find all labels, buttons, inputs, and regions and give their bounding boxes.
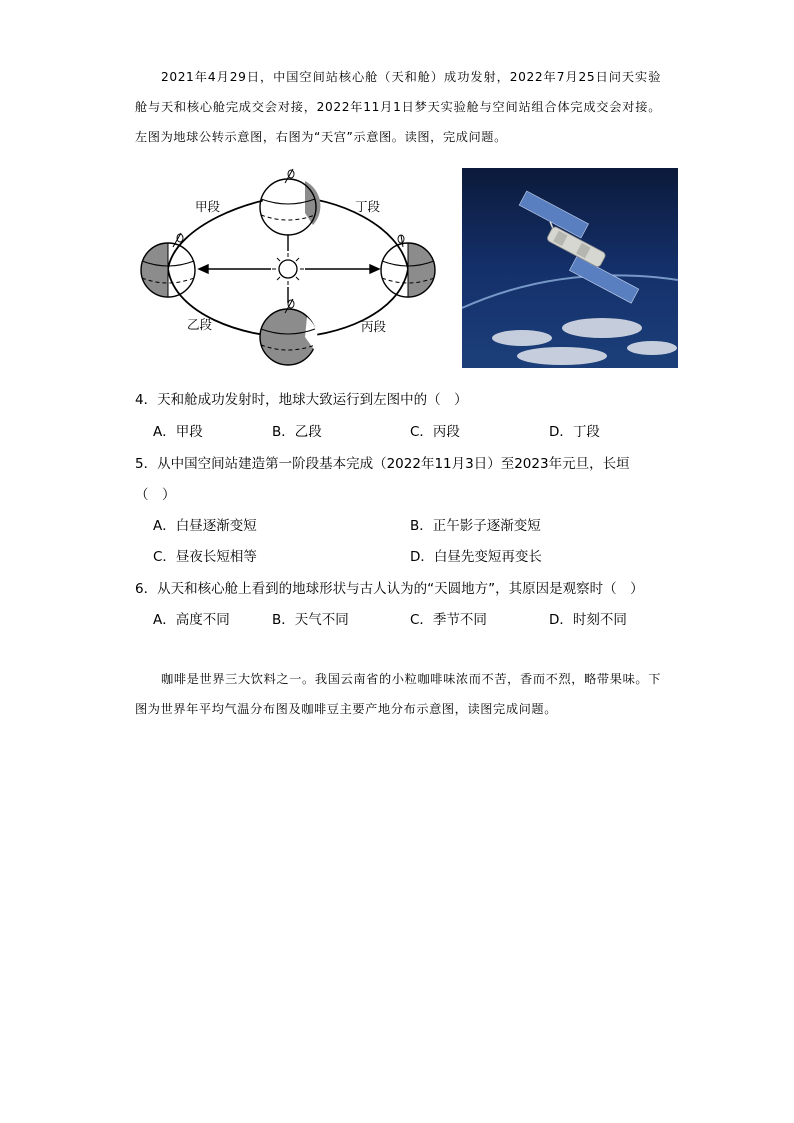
q5-option-a[interactable]: A．白昼逐渐变短	[153, 518, 257, 534]
question-5-stem-cont: （ ）	[135, 487, 176, 503]
earth-top	[260, 169, 320, 235]
q5-option-d[interactable]: D．白昼先变短再变长	[410, 549, 542, 565]
q5-option-b[interactable]: B．正午影子逐渐变短	[410, 518, 541, 534]
earth-right	[381, 235, 435, 297]
tiangong-image	[462, 168, 678, 368]
passage-2-text: 咖啡是世界三大饮料之一。我国云南省的小粒咖啡味浓而不苦，香而不烈，略带果味。下图为世界年平均气温分布图及咖啡豆主要产地分布示意图，读图完成问题。	[135, 672, 661, 716]
q5-option-c[interactable]: C．昼夜长短相等	[153, 549, 257, 565]
question-4-stem: 4．天和舱成功发射时，地球大致运行到左图中的（ ）	[135, 392, 468, 408]
passage-2	[135, 664, 661, 724]
label-bing: 丙段	[361, 319, 387, 334]
passage-1-text: 2021年4月29日，中国空间站核心舱（天和舱）成功发射，2022年7月25日问天实验舱与天和核心舱完成交会对接，2022年11月1日梦天实验舱与空间站组合体完成交会对接。左图为地球公转示意图，右图为“天宫”示意图。读图，完成问题。	[135, 70, 661, 144]
q4-option-b[interactable]: B．乙段	[272, 424, 322, 440]
earth-left	[141, 233, 195, 297]
passage-1	[135, 62, 661, 152]
q6-option-d[interactable]: D．时刻不同	[549, 612, 627, 628]
q4-option-c[interactable]: C．丙段	[410, 424, 460, 440]
question-5-stem: 5．从中国空间站建造第一阶段基本完成（2022年11月3日）至2023年元旦，长垣	[135, 456, 630, 472]
label-yi: 乙段	[187, 317, 213, 332]
label-ding: 丁段	[355, 199, 381, 214]
earth-bottom	[260, 299, 318, 365]
question-6-stem: 6．从天和核心舱上看到的地球形状与古人认为的“天圆地方”，其原因是观察时（ ）	[135, 581, 644, 597]
q4-option-d[interactable]: D．丁段	[549, 424, 600, 440]
earth-orbit-diagram	[135, 165, 445, 370]
q4-option-a[interactable]: A．甲段	[153, 424, 203, 440]
q6-option-a[interactable]: A．高度不同	[153, 612, 230, 628]
label-jia: 甲段	[195, 199, 221, 214]
q6-option-b[interactable]: B．天气不同	[272, 612, 349, 628]
q6-option-c[interactable]: C．季节不同	[410, 612, 487, 628]
sun-icon	[272, 253, 304, 285]
